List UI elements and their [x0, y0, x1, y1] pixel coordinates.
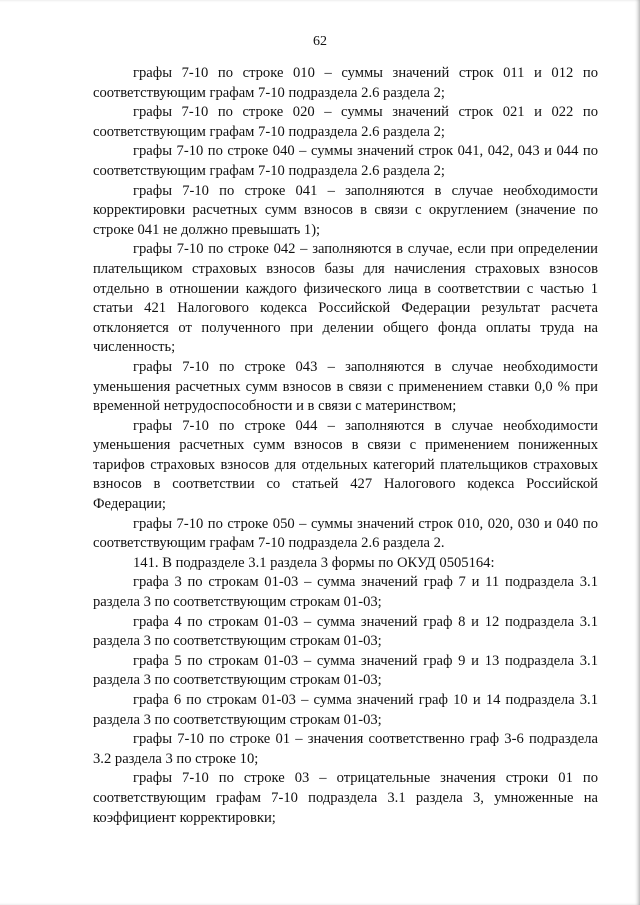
paragraph: графы 7-10 по строке 020 – суммы значений строк 021 и 022 по соответствующим графам 7-10 подраздела 2.6 раздела 2; [93, 104, 598, 140]
paragraph: графа 6 по строкам 01-03 – сумма значений граф 10 и 14 подраздела 3.1 раздела 3 по соответствующим строкам 01-03; [93, 692, 598, 728]
paragraph: графы 7-10 по строке 044 – заполняются в случае необходимости уменьшения расчетных сумм взносов в связи с применением пониженных тарифов страховых взносов для отдельных категорий плательщиков страховых взносов в соответствии со статьей 427 Налогового кодекса Российской Федерации; [93, 417, 598, 513]
paragraph: графа 4 по строкам 01-03 – сумма значений граф 8 и 12 подраздела 3.1 раздела 3 по соответствующим строкам 01-03; [93, 613, 598, 650]
page-number: 62 [313, 34, 327, 49]
paragraph: графы 7-10 по строке 050 – суммы значений строк 010, 020, 030 и 040 по соответствующим графам 7-10 подраздела 2.6 раздела 2. [93, 515, 598, 552]
paragraph: графы 7-10 по строке 042 – заполняются в случае, если при определении плательщиком страховых взносов базы для начисления страховых взносов отдельно в отношении каждого физического лица в соответствии с частью 1 статьи 421 Налогового кодекса Российской Федерации результат расчета отклоняется от полученного при делении общего фонда оплаты труда на численность; [93, 241, 598, 356]
paragraph: графы 7-10 по строке 043 – заполняются в случае необходимости уменьшения расчетных сумм взносов в связи с применением ставки 0,0 % при временной нетрудоспособности и в связи с материнством; [93, 358, 598, 415]
paragraph: графы 7-10 по строке 03 – отрицательные значения строки 01 по соответствующим графам 7-10 подраздела 3.1 раздела 3, умноженные на коэффициент корректировки; [93, 770, 598, 826]
paragraph: графы 7-10 по строке 01 – значения соответственно граф 3-6 подраздела 3.2 раздела 3 по строке 10; [93, 731, 598, 767]
paragraph: графы 7-10 по строке 041 – заполняются в случае необходимости корректировки расчетных сумм взносов в связи с округлением (значение по строке 041 не должно превышать 1); [93, 182, 598, 238]
section-heading-141: 141. В подразделе 3.1 раздела 3 формы по ОКУД 0505164: [133, 554, 495, 571]
paragraph: графа 3 по строкам 01-03 – сумма значений граф 7 и 11 подраздела 3.1 раздела 3 по соответствующим строкам 01-03; [93, 574, 598, 611]
paragraph: графа 5 по строкам 01-03 – сумма значений граф 9 и 13 подраздела 3.1 раздела 3 по соответствующим строкам 01-03; [93, 652, 598, 689]
paragraph: графы 7-10 по строке 010 – суммы значений строк 011 и 012 по соответствующим графам 7-10 подраздела 2.6 раздела 2; [93, 65, 598, 101]
document-body [93, 64, 598, 828]
paragraph: графы 7-10 по строке 040 – суммы значений строк 041, 042, 043 и 044 по соответствующим графам 7-10 подраздела 2.6 раздела 2; [93, 143, 598, 179]
